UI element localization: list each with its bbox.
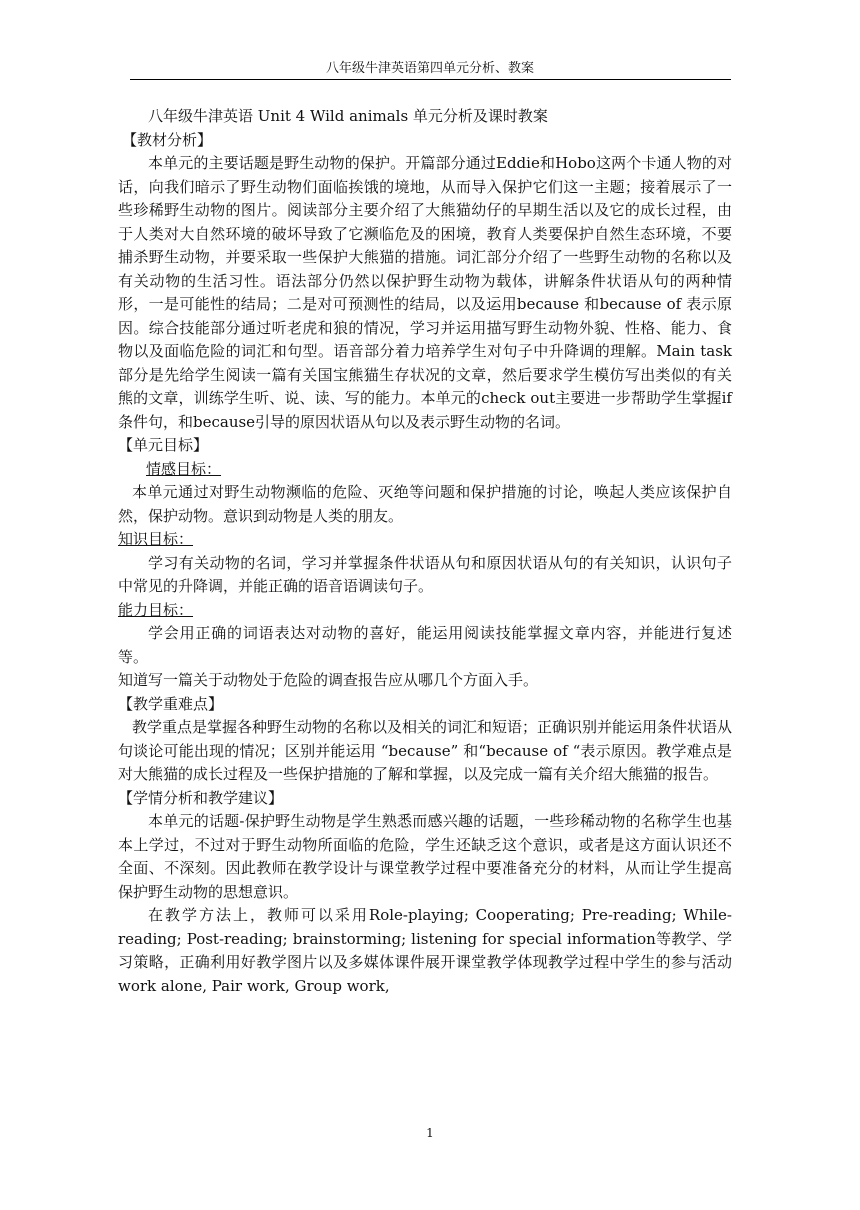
- learner-analysis-paragraph-2: 在教学方法上，教师可以采用Role-playing; Cooperating; Pre-reading; While-reading; Post-reading; brainstorming; listening for special information等教学、学习策略，正确利用好教学图片以及多媒体课件展开课堂教学体现教学过程中学生的参与活动work alone, Pair work, Group work,: [118, 906, 732, 995]
- knowledge-goal-label: 知识目标：: [118, 530, 194, 548]
- learner-analysis-paragraph-1: 本单元的话题-保护野生动物是学生熟悉而感兴趣的话题，一些珍稀动物的名称学生也基本上学过，不过对于野生动物所面临的危险，学生还缺乏这个意识，或者是这方面认识还不全面、不深刻。因此教师在教学设计与课堂教学过程中要准备充分的材料，从而让学生提高保护野生动物的思想意识。: [118, 812, 732, 901]
- ability-goal-label: 能力目标：: [118, 600, 194, 619]
- emotion-goal-text: 本单元通过对野生动物濒临的危险、灭绝等问题和保护措施的讨论，唤起人类应该保护自然，保护动物。意识到动物是人类的朋友。: [118, 483, 732, 525]
- ability-goal-text-2: 知道写一篇关于动物处于危险的调查报告应从哪几个方面入手。: [118, 671, 539, 689]
- section-heading-learner-analysis: 【学情分析和教学建议】: [118, 788, 284, 807]
- knowledge-goal-text: 学习有关动物的名词，学习并掌握条件状语从句和原因状语从句的有关知识，认识句子中常见的升降调，并能正确的语音语调读句子。: [118, 553, 732, 595]
- header-rule: [130, 79, 731, 80]
- document-body: [118, 105, 732, 998]
- key-points-paragraph: 教学重点是掌握各种野生动物的名称以及相关的词汇和短语；正确识别并能运用条件状语从句谈论可能出现的情况；区别并能运用 “because” 和“because of “表示原因。教学难点是对大熊猫的成长过程及一些保护措施的了解和掌握，以及完成一篇有关介绍大熊猫的报告。: [118, 718, 733, 783]
- ability-goal-text: 学会用正确的词语表达对动物的喜好，能运用阅读技能掌握文章内容，并能进行复述等。: [118, 624, 732, 666]
- page-number: 1: [426, 1126, 434, 1140]
- section-heading-textbook-analysis: 【教材分析】: [122, 130, 213, 149]
- textbook-analysis-paragraph: 本单元的主要话题是野生动物的保护。开篇部分通过Eddie和Hobo这两个卡通人物的对话，向我们暗示了野生动物们面临挨饿的境地，从而导入保护它们这一主题；接着展示了一些珍稀野生动物的图片。阅读部分主要介绍了大熊猫幼仔的早期生活以及它的成长过程，由于人类对大自然环境的破坏导致了它濒临危及的困境，教育人类要保护自然生态环境，不要捕杀野生动物，并要采取一些保护大熊猫的措施。词汇部分介绍了一些野生动物的名称以及有关动物的生活习性。语法部分仍然以保护野生动物为载体，讲解条件状语从句的两种情形，一是可能性的结局；二是对可预测性的结局，以及运用because 和because of 表示原因。综合技能部分通过听老虎和狼的情况，学习并运用描写野生动物外貌、性格、能力、食物以及面临危险的词汇和句型。语音部分着力培养学生对句子中升降调的理解。Main task 部分是先给学生阅读一篇有关国宝熊猫生存状况的文章，然后要求学生模仿写出类似的有关熊的文章，训练学生听、说、读、写的能力。本单元的check out主要进一步帮助学生掌握if 条件句，和because引导的原因状语从句以及表示野生动物的名词。: [118, 154, 732, 431]
- emotion-goal-label: 情感目标：: [146, 459, 222, 478]
- section-heading-key-points: 【教学重难点】: [118, 694, 224, 713]
- section-heading-unit-goals: 【单元目标】: [118, 436, 209, 454]
- running-header: 八年级牛津英语第四单元分析、教案: [325, 61, 534, 76]
- document-title: 八年级牛津英语 Unit 4 Wild animals 单元分析及课时教案: [148, 107, 548, 125]
